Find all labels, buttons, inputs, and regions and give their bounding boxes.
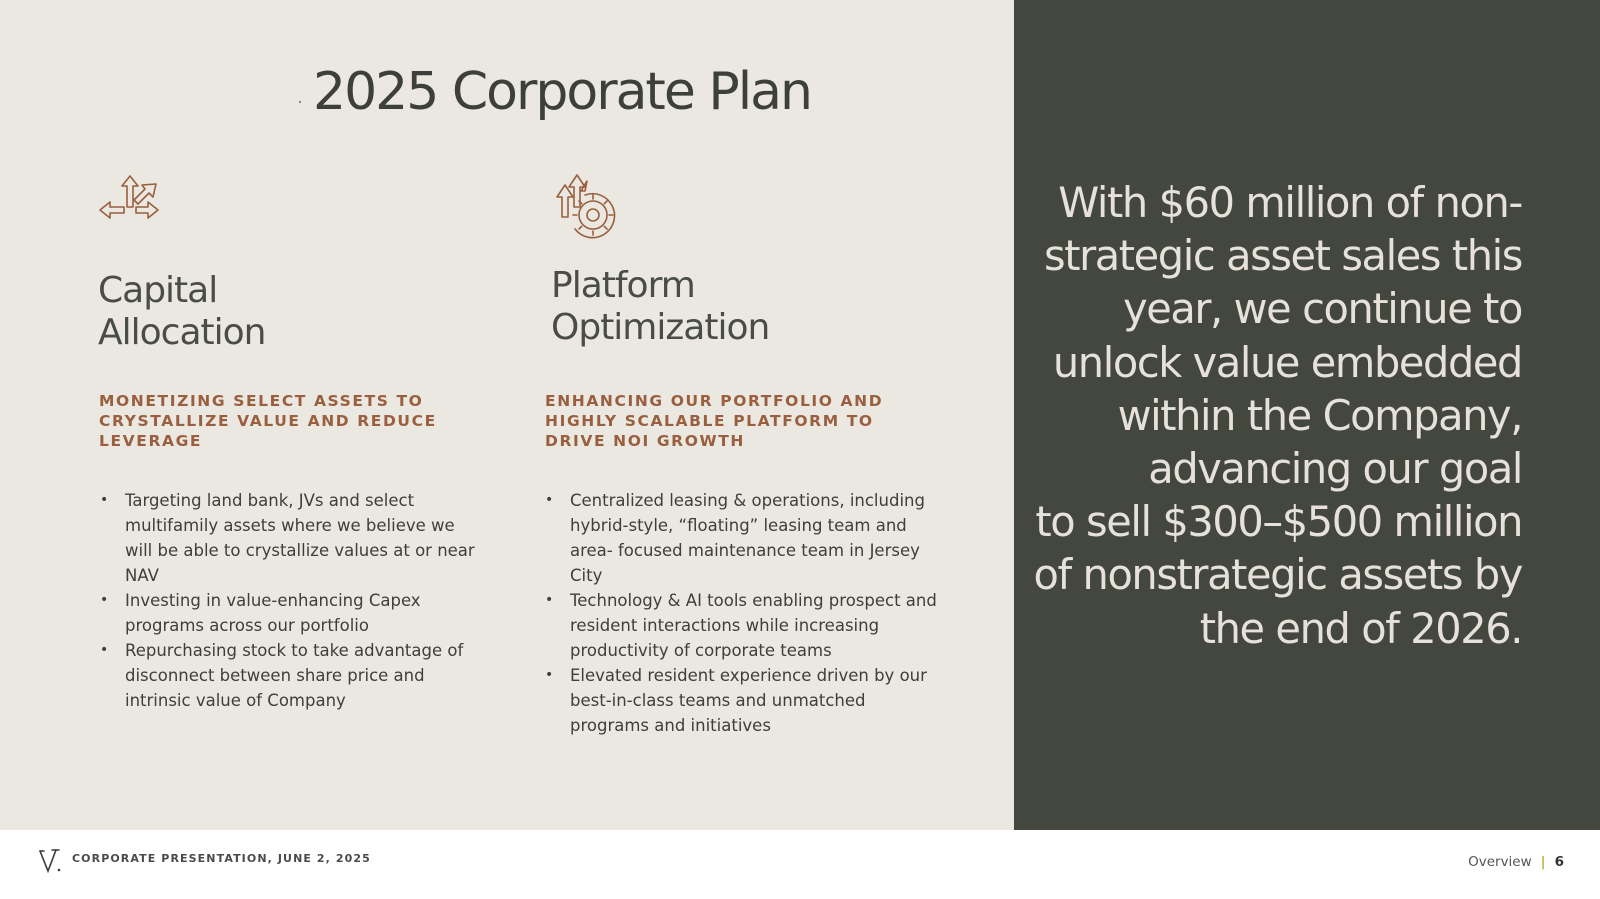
list-item: • Investing in value-enhancing Capex programs across our portfolio <box>125 588 475 638</box>
list-item: • Centralized leasing & operations, including hybrid-style, “floating” leasing team and area- focused maintenance team in Jersey City <box>570 488 940 588</box>
page-footer-nav <box>1468 854 1564 870</box>
capital-allocation-subheading: MONETIZING SELECT ASSETS TO CRYSTALLIZE VALUE AND REDUCE LEVERAGE <box>99 392 437 450</box>
quote-line: strategic asset sales this <box>1044 231 1522 281</box>
quote-line: With $60 million of non- <box>1058 178 1522 227</box>
section-name: Overview <box>1468 854 1532 870</box>
growth-gear-icon <box>555 173 617 239</box>
platform-optimization-heading <box>551 265 769 349</box>
quote-panel <box>1014 0 1600 830</box>
list-item: • Targeting land bank, JVs and select multifamily assets where we believe we will be able to crystallize values at or near NAV <box>125 488 475 588</box>
quote-line: to sell $300–$500 million <box>1035 497 1522 547</box>
list-item: • Repurchasing stock to take advantage of disconnect between share price and intrinsic value of Company <box>125 638 475 713</box>
platform-optimization-subheading: ENHANCING OUR PORTFOLIO AND HIGHLY SCALABLE PLATFORM TO DRIVE NOI GROWTH <box>545 392 884 450</box>
quote-line: within the Company, <box>1117 390 1522 440</box>
heading-line: Optimization <box>551 307 770 348</box>
quote-line: the end of 2026. <box>1199 603 1522 653</box>
slide-title: 2025 Corporate Plan <box>313 62 811 122</box>
decorative-dot <box>299 101 301 103</box>
company-logo <box>39 848 63 874</box>
footer-separator: | <box>1540 854 1546 870</box>
quote-line: advancing our goal <box>1148 444 1522 494</box>
callout-quote <box>1022 176 1522 655</box>
quote-line: of nonstrategic assets by <box>1033 550 1522 600</box>
quote-line: year, we continue to <box>1123 284 1522 334</box>
presentation-label: CORPORATE PRESENTATION, JUNE 2, 2025 <box>72 852 371 865</box>
page-number: 6 <box>1554 854 1564 870</box>
arrows-split-icon <box>98 174 162 228</box>
capital-allocation-heading <box>98 270 265 354</box>
list-item: • Technology & AI tools enabling prospect and resident interactions while increasing productivity of corporate teams <box>570 588 940 663</box>
capital-allocation-list <box>100 488 475 713</box>
platform-optimization-list <box>545 488 940 738</box>
heading-line: Allocation <box>98 312 266 353</box>
heading-line: Capital <box>98 270 218 311</box>
list-item: • Elevated resident experience driven by our best-in-class teams and unmatched programs and initiatives <box>570 663 940 738</box>
heading-line: Platform <box>551 265 695 306</box>
quote-line: unlock value embedded <box>1052 337 1522 387</box>
